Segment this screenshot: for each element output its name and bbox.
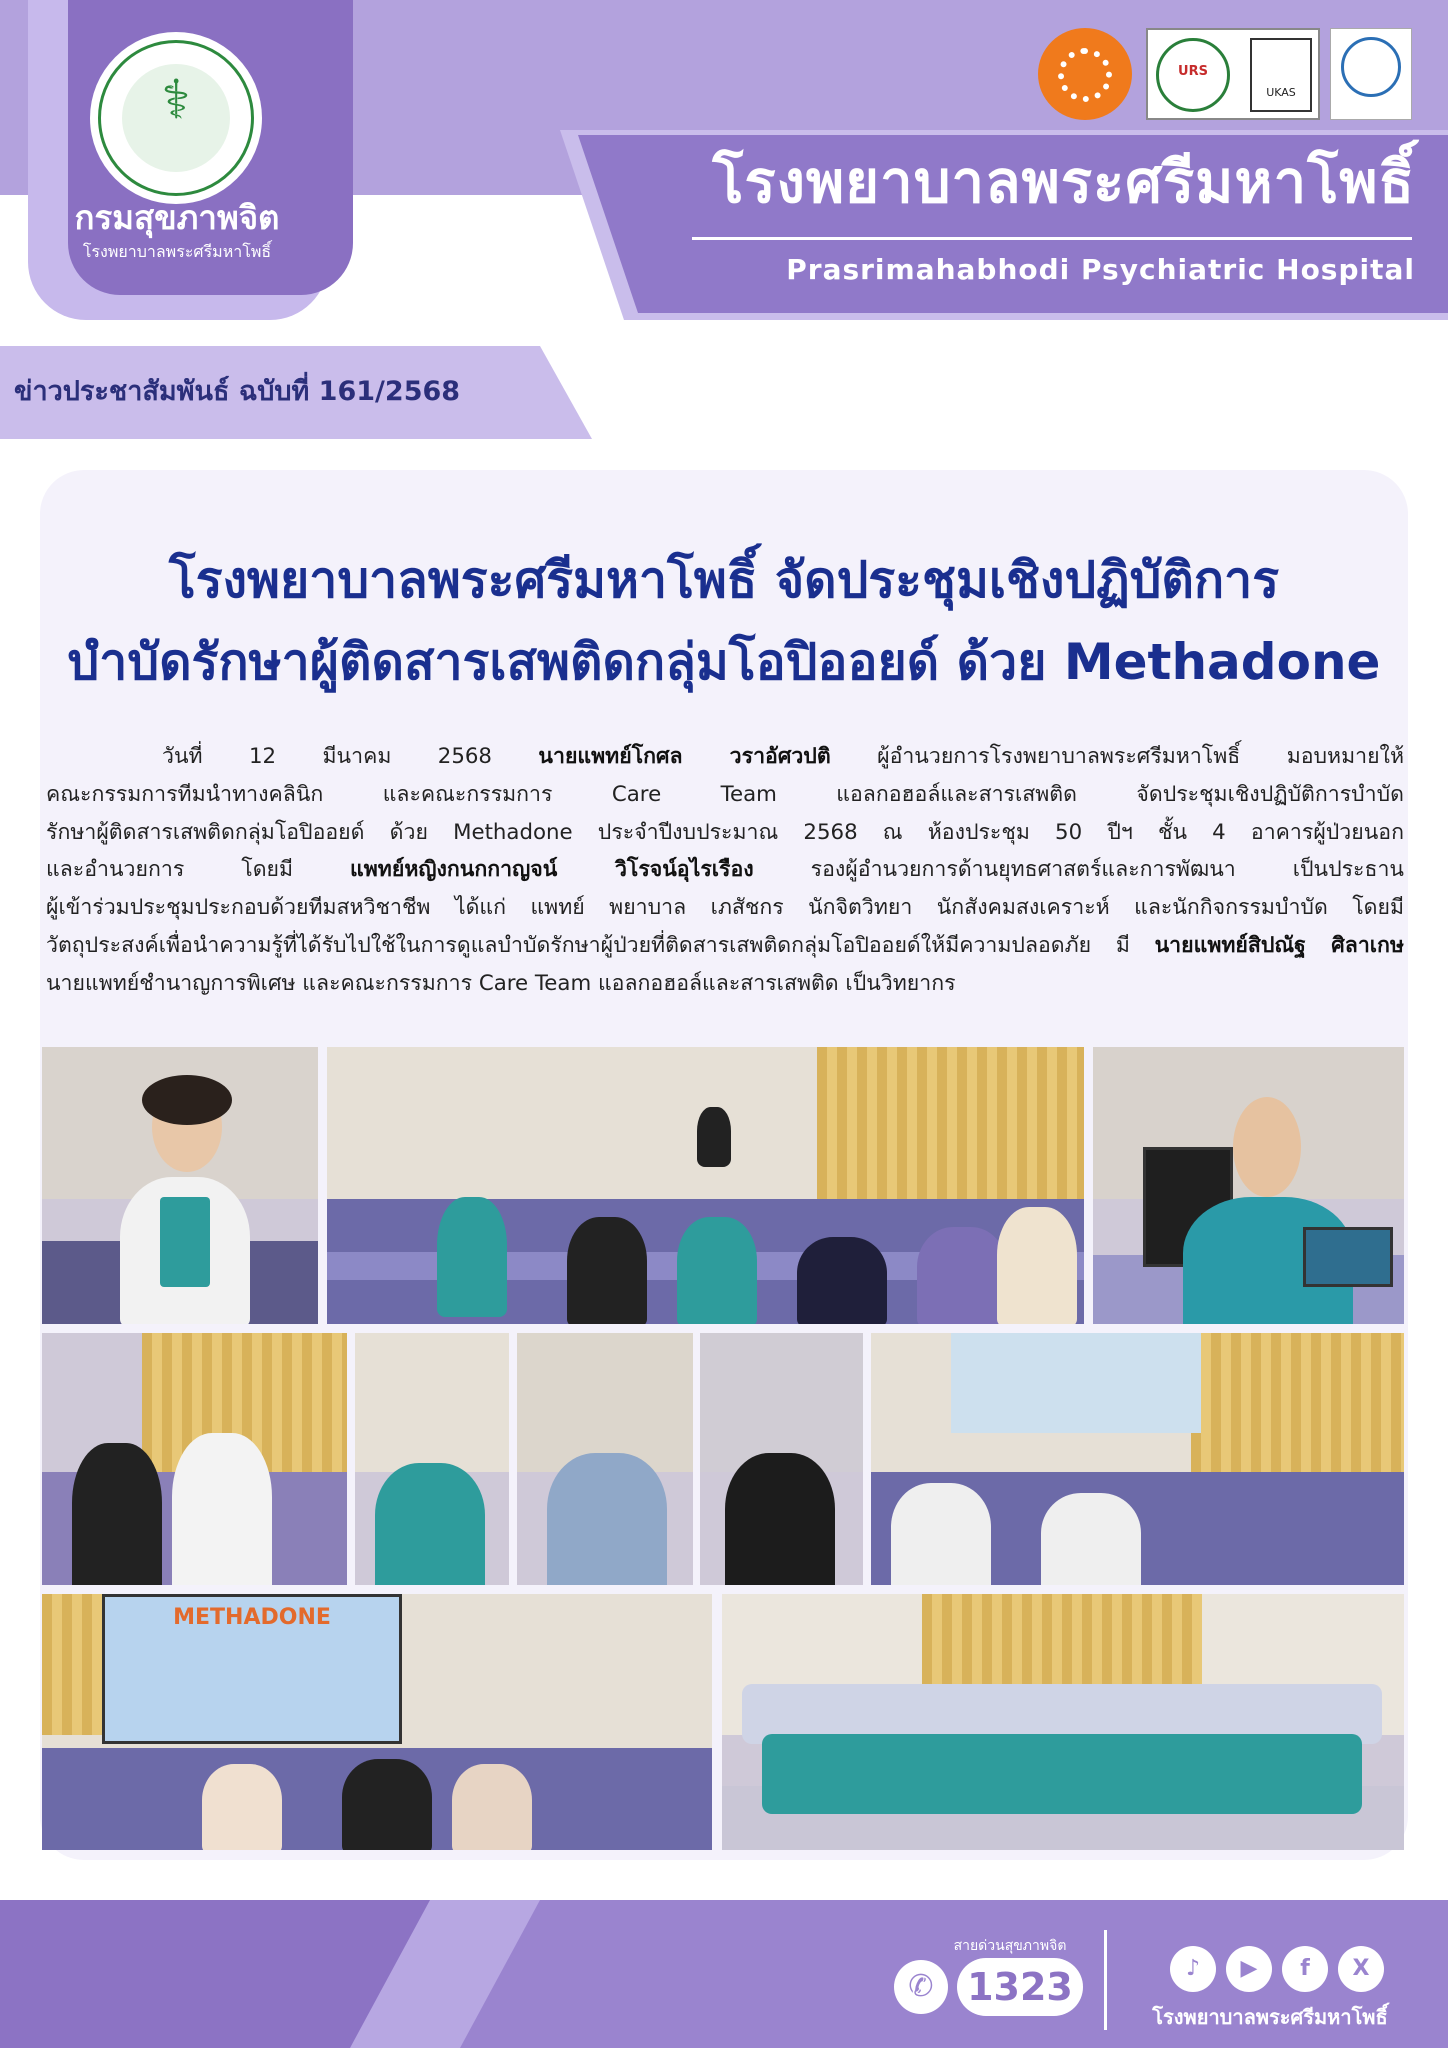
body-text: รองผู้อำนวยการด้านยุทธศาสตร์และการพัฒนา เป็นประธาน: [753, 857, 1404, 883]
photo-curtain: [817, 1047, 1084, 1199]
body-text: วัตถุประสงค์เพื่อนำความรู้ที่ได้รับไปใช้ในการดูแลบำบัดรักษาผู้ป่วยที่ติดสารเสพติดกลุ่มโอปิออยด์ให้มีความปลอดภัย มี: [46, 932, 1155, 958]
body-line: [46, 738, 1404, 776]
article-title-line-1: โรงพยาบาลพระศรีมหาโพธิ์ จัดประชุมเชิงปฏิบัติการ: [168, 551, 1280, 609]
department-subtitle: โรงพยาบาลพระศรีมหาโพธิ์: [82, 242, 272, 261]
ukas-icon: UKAS: [1250, 38, 1312, 112]
footer-hospital-name: โรงพยาบาลพระศรีมหาโพธิ์: [1152, 2005, 1388, 2029]
body-line: [46, 851, 1404, 889]
body-line: [46, 776, 1404, 814]
photo-methadone-lecture: [42, 1594, 712, 1850]
photo-person: [917, 1227, 1007, 1324]
photo-person: [452, 1764, 532, 1850]
urs-label: URS: [1178, 64, 1208, 79]
hotline-number[interactable]: 1323: [957, 1958, 1083, 2016]
hospital-name-divider: [692, 237, 1412, 240]
ha-emblem: [1341, 37, 1401, 97]
photo-participant-3: [700, 1333, 863, 1585]
photo-participant-1: [355, 1333, 509, 1585]
photo-participant-2: [517, 1333, 693, 1585]
body-line: [46, 965, 1404, 1003]
wheel-spokes: [1058, 48, 1112, 102]
body-text: คณะกรรมการทีมนำทางคลินิก และคณะกรรมการ Care Team แอลกอฮอล์และสารเสพติด จัดประชุมเชิงปฏิบัติการบำบัด: [46, 781, 1404, 807]
person-name: นายแพทย์สิปณัฐ ศิลาเกษ: [1154, 932, 1404, 958]
body-text: ผู้อำนวยการโรงพยาบาลพระศรีมหาโพธิ์ มอบหมายให้: [830, 744, 1404, 769]
facebook-icon[interactable]: f: [1282, 1946, 1328, 1992]
body-text: นายแพทย์ชำนาญการพิเศษ และคณะกรรมการ Care Team แอลกอฮอล์และสารเสพติด เป็นวิทยากร: [46, 970, 956, 996]
photo-hair: [142, 1075, 232, 1125]
photo-projector-screen: [951, 1333, 1201, 1433]
photo-presentation-room: [871, 1333, 1404, 1585]
hospital-name-english: Prasrimahabhodi Psychiatric Hospital: [786, 253, 1415, 286]
photo-speaker-man: [1093, 1047, 1404, 1324]
photo-group-front-row: [762, 1734, 1362, 1814]
photo-laptop: [1303, 1227, 1393, 1287]
photo-person: [72, 1443, 162, 1585]
photo-person: [891, 1483, 991, 1585]
photo-person: [342, 1759, 432, 1850]
body-text: วันที่ 12 มีนาคม 2568: [162, 744, 539, 769]
slide-title: METHADONE: [173, 1605, 331, 1630]
issue-number: ข่าวประชาสัมพันธ์ ฉบับที่ 161/2568: [14, 376, 461, 407]
photo-person: [725, 1453, 835, 1585]
photo-curtain: [1191, 1333, 1404, 1472]
department-name: กรมสุขภาพจิต: [74, 198, 280, 237]
photo-person: [547, 1453, 667, 1585]
body-line: [46, 927, 1404, 965]
photo-speaker-woman: [42, 1047, 318, 1324]
photo-person: [375, 1463, 485, 1585]
photo-person: [567, 1217, 647, 1324]
healthcare-accreditation-icon: [1330, 28, 1412, 120]
person-name: แพทย์หญิงกนกกาญจน์ วิโรจน์อุไรเรือง: [350, 857, 754, 883]
body-line: [46, 814, 1404, 852]
photo-meeting-room: [327, 1047, 1084, 1324]
photo-curtain: [42, 1594, 102, 1735]
photo-person: [797, 1237, 887, 1324]
photo-person: [437, 1197, 507, 1317]
photo-wall: [700, 1333, 863, 1472]
certification-badges: [1146, 28, 1320, 120]
person-name: นายแพทย์โกศล วราอัศวปติ: [538, 744, 831, 769]
photo-person: [997, 1207, 1077, 1324]
photo-curtain: [922, 1594, 1202, 1696]
dharma-wheel-icon: [1038, 28, 1132, 120]
youtube-icon[interactable]: ▶: [1226, 1946, 1272, 1992]
photo-person: [677, 1217, 757, 1324]
photo-shirt: [160, 1197, 210, 1287]
photo-person: [202, 1764, 282, 1850]
article-title-line-2: บำบัดรักษาผู้ติดสารเสพติดกลุ่มโอปิออยด์ ด้วย Methadone: [67, 633, 1381, 691]
footer-divider: [1104, 1930, 1107, 2030]
hotline-label: สายด่วนสุขภาพจิต: [953, 1938, 1067, 1954]
caduceus-icon: ⚕: [161, 68, 191, 131]
body-text: และอำนวยการ โดยมี: [46, 857, 351, 883]
photo-presenter: [697, 1107, 731, 1167]
x-icon[interactable]: X: [1338, 1946, 1384, 1992]
photo-wall: [355, 1333, 509, 1472]
body-text: รักษาผู้ติดสารเสพติดกลุ่มโอปิออยด์ ด้วย Methadone ประจำปีงบประมาณ 2568 ณ ห้องประชุม 50 ปีฯ ชั้น 4 อาคารผู้ป่วยนอก: [46, 819, 1404, 845]
photo-face: [1233, 1097, 1301, 1197]
photo-person: [172, 1433, 272, 1585]
photo-person: [1041, 1493, 1141, 1585]
tiktok-icon[interactable]: ♪: [1170, 1946, 1216, 1992]
photo-participants: [42, 1333, 347, 1585]
photo-group-photo: [722, 1594, 1404, 1850]
photo-projector-screen: [102, 1594, 402, 1744]
article-body: [46, 738, 1404, 1003]
body-line: [46, 889, 1404, 927]
photo-wall: [517, 1333, 693, 1472]
hospital-name-thai: โรงพยาบาลพระศรีมหาโพธิ์: [712, 148, 1415, 216]
phone-icon: ✆: [894, 1960, 948, 2014]
ministry-seal-icon: [90, 32, 262, 204]
body-text: ผู้เข้าร่วมประชุมประกอบด้วยทีมสหวิชาชีพ ได้แก่ แพทย์ พยาบาล เภสัชกร นักจิตวิทยา นักสังคมสงเคราะห์ และนักกิจกรรมบำบัด โดยมี: [46, 895, 1404, 921]
